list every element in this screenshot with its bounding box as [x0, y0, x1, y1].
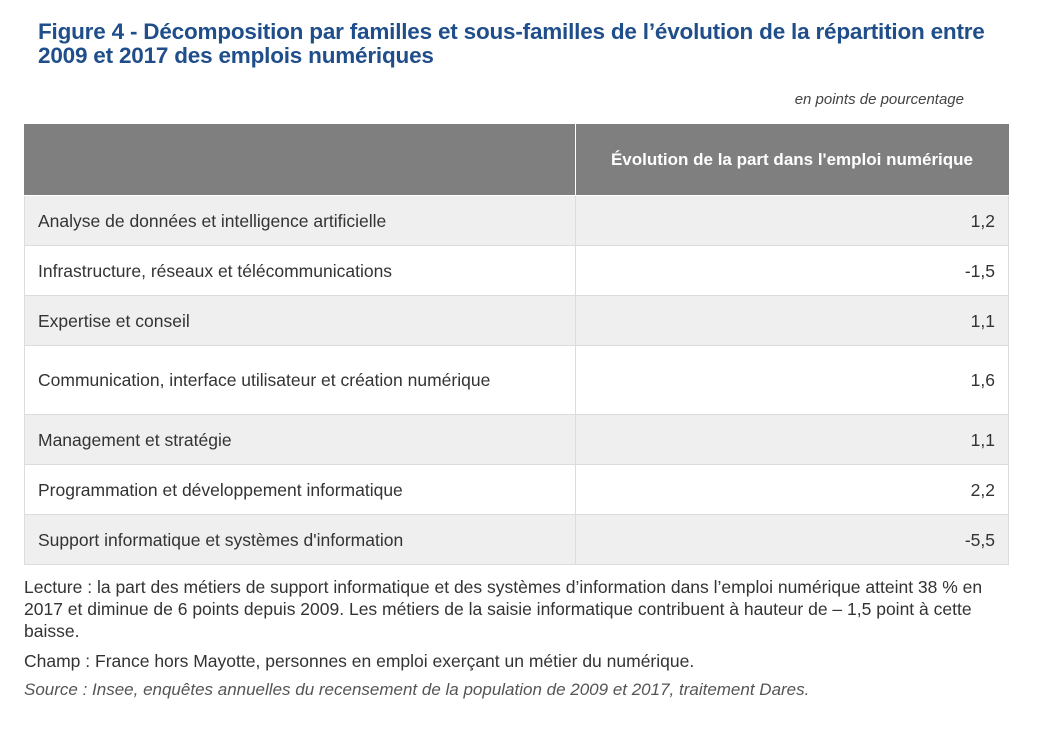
table-header-row [25, 125, 1009, 196]
figure-notes [24, 576, 1024, 701]
row-label: Infrastructure, réseaux et télécommunications [25, 246, 576, 296]
table-row [25, 415, 1009, 465]
row-value: -5,5 [576, 515, 1009, 565]
row-value: 1,6 [576, 346, 1009, 415]
row-label: Programmation et développement informatique [25, 465, 576, 515]
row-value: 1,2 [576, 196, 1009, 246]
row-value: -1,5 [576, 246, 1009, 296]
figure-title: Figure 4 - Décomposition par familles et sous-familles de l’évolution de la répartition entre 2009 et 2017 des emplois numériques [38, 19, 985, 68]
table-row [25, 196, 1009, 246]
table-row [25, 246, 1009, 296]
row-label: Analyse de données et intelligence artificielle [25, 196, 576, 246]
unit-note: en points de pourcentage [794, 91, 964, 108]
row-value: 1,1 [576, 415, 1009, 465]
header-value-column: Évolution de la part dans l'emploi numérique [576, 125, 1009, 196]
row-label: Support informatique et systèmes d'information [25, 515, 576, 565]
source-note: Source : Insee, enquêtes annuelles du recensement de la population de 2009 et 2017, traitement Dares. [24, 680, 810, 699]
row-label: Expertise et conseil [25, 296, 576, 346]
row-label: Communication, interface utilisateur et création numérique [25, 346, 576, 415]
data-table [24, 124, 1009, 565]
table-row [25, 515, 1009, 565]
table-row [25, 346, 1009, 415]
row-value: 1,1 [576, 296, 1009, 346]
row-value: 2,2 [576, 465, 1009, 515]
row-label: Management et stratégie [25, 415, 576, 465]
lecture-note: Lecture : la part des métiers de support informatique et des systèmes d’information dans l’emploi numérique atteint 38 % en 2017 et diminue de 6 points depuis 2009. Les métiers de la saisie informatique contribuent à hauteur de – 1,5 point à cette baisse. [24, 577, 983, 641]
header-label-column [25, 125, 576, 196]
table-row [25, 296, 1009, 346]
table-row [25, 465, 1009, 515]
champ-note: Champ : France hors Mayotte, personnes en emploi exerçant un métier du numérique. [24, 651, 695, 671]
